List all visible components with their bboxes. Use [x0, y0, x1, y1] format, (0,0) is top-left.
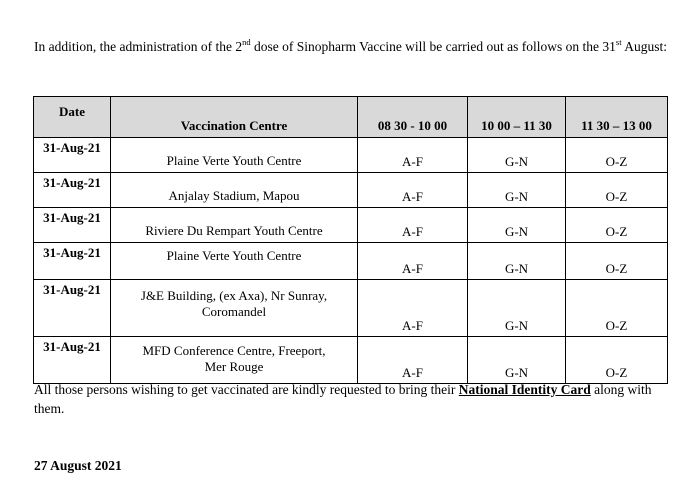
centre-line-2: Mer Rouge [204, 359, 264, 374]
row-slot-2: G-N [468, 173, 566, 208]
row-slot-1: A-F [358, 243, 468, 280]
row-centre [111, 208, 358, 243]
row-date: 31-Aug-21 [34, 280, 111, 337]
header-slot-1: 08 30 - 10 00 [358, 97, 468, 138]
row-date: 31-Aug-21 [34, 243, 111, 280]
intro-text-3: August: [621, 39, 667, 54]
table-row [34, 337, 668, 384]
intro-text-1: In addition, the administration of the 2 [34, 39, 243, 54]
header-date: Date [34, 97, 111, 138]
row-slot-2: G-N [468, 280, 566, 337]
row-slot-3: O-Z [566, 208, 668, 243]
row-slot-1: A-F [358, 337, 468, 384]
row-slot-1: A-F [358, 138, 468, 173]
centre-line-1: Anjalay Stadium, Mapou [168, 188, 300, 203]
row-centre [111, 243, 358, 280]
row-slot-3: O-Z [566, 173, 668, 208]
centre-line-1: J&E Building, (ex Axa), Nr Sunray, [140, 288, 328, 303]
table-row [34, 138, 668, 173]
row-slot-3: O-Z [566, 280, 668, 337]
centre-line-1: Plaine Verte Youth Centre [166, 248, 302, 263]
row-slot-1: A-F [358, 173, 468, 208]
row-centre [111, 280, 358, 337]
intro-paragraph [34, 37, 670, 56]
instruction-text-2: along with them. [34, 382, 652, 416]
intro-superscript-st: st [615, 37, 622, 47]
national-identity-card-emphasis: National Identity Card [458, 382, 591, 397]
document-date: 27 August 2021 [34, 458, 122, 473]
row-date: 31-Aug-21 [34, 173, 111, 208]
row-centre [111, 337, 358, 384]
header-slot-2: 10 00 – 11 30 [468, 97, 566, 138]
centre-line-1: Plaine Verte Youth Centre [166, 153, 302, 168]
row-slot-2: G-N [468, 208, 566, 243]
row-slot-1: A-F [358, 280, 468, 337]
table-row [34, 173, 668, 208]
row-slot-2: G-N [468, 337, 566, 384]
row-slot-3: O-Z [566, 243, 668, 280]
instruction-text-1: All those persons wishing to get vaccinated are kindly requested to bring their [34, 382, 459, 397]
row-slot-3: O-Z [566, 337, 668, 384]
table-row [34, 280, 668, 337]
row-slot-1: A-F [358, 208, 468, 243]
row-slot-2: G-N [468, 138, 566, 173]
header-vaccination-centre: Vaccination Centre [111, 97, 358, 138]
centre-line-1: Riviere Du Rempart Youth Centre [145, 223, 323, 238]
table-header-row [34, 97, 668, 138]
table-row [34, 208, 668, 243]
table-row [34, 243, 668, 280]
row-centre [111, 138, 358, 173]
header-slot-3: 11 30 – 13 00 [566, 97, 668, 138]
row-slot-2: G-N [468, 243, 566, 280]
vaccination-schedule-table [33, 96, 668, 384]
row-date: 31-Aug-21 [34, 337, 111, 384]
centre-line-2: Coromandel [201, 304, 267, 319]
intro-superscript-nd: nd [242, 37, 251, 47]
instruction-paragraph [34, 380, 670, 418]
row-centre [111, 173, 358, 208]
row-date: 31-Aug-21 [34, 208, 111, 243]
intro-text-2: dose of Sinopharm Vaccine will be carried out as follows on the 31 [250, 39, 616, 54]
row-slot-3: O-Z [566, 138, 668, 173]
row-date: 31-Aug-21 [34, 138, 111, 173]
centre-line-1: MFD Conference Centre, Freeport, [142, 343, 326, 358]
